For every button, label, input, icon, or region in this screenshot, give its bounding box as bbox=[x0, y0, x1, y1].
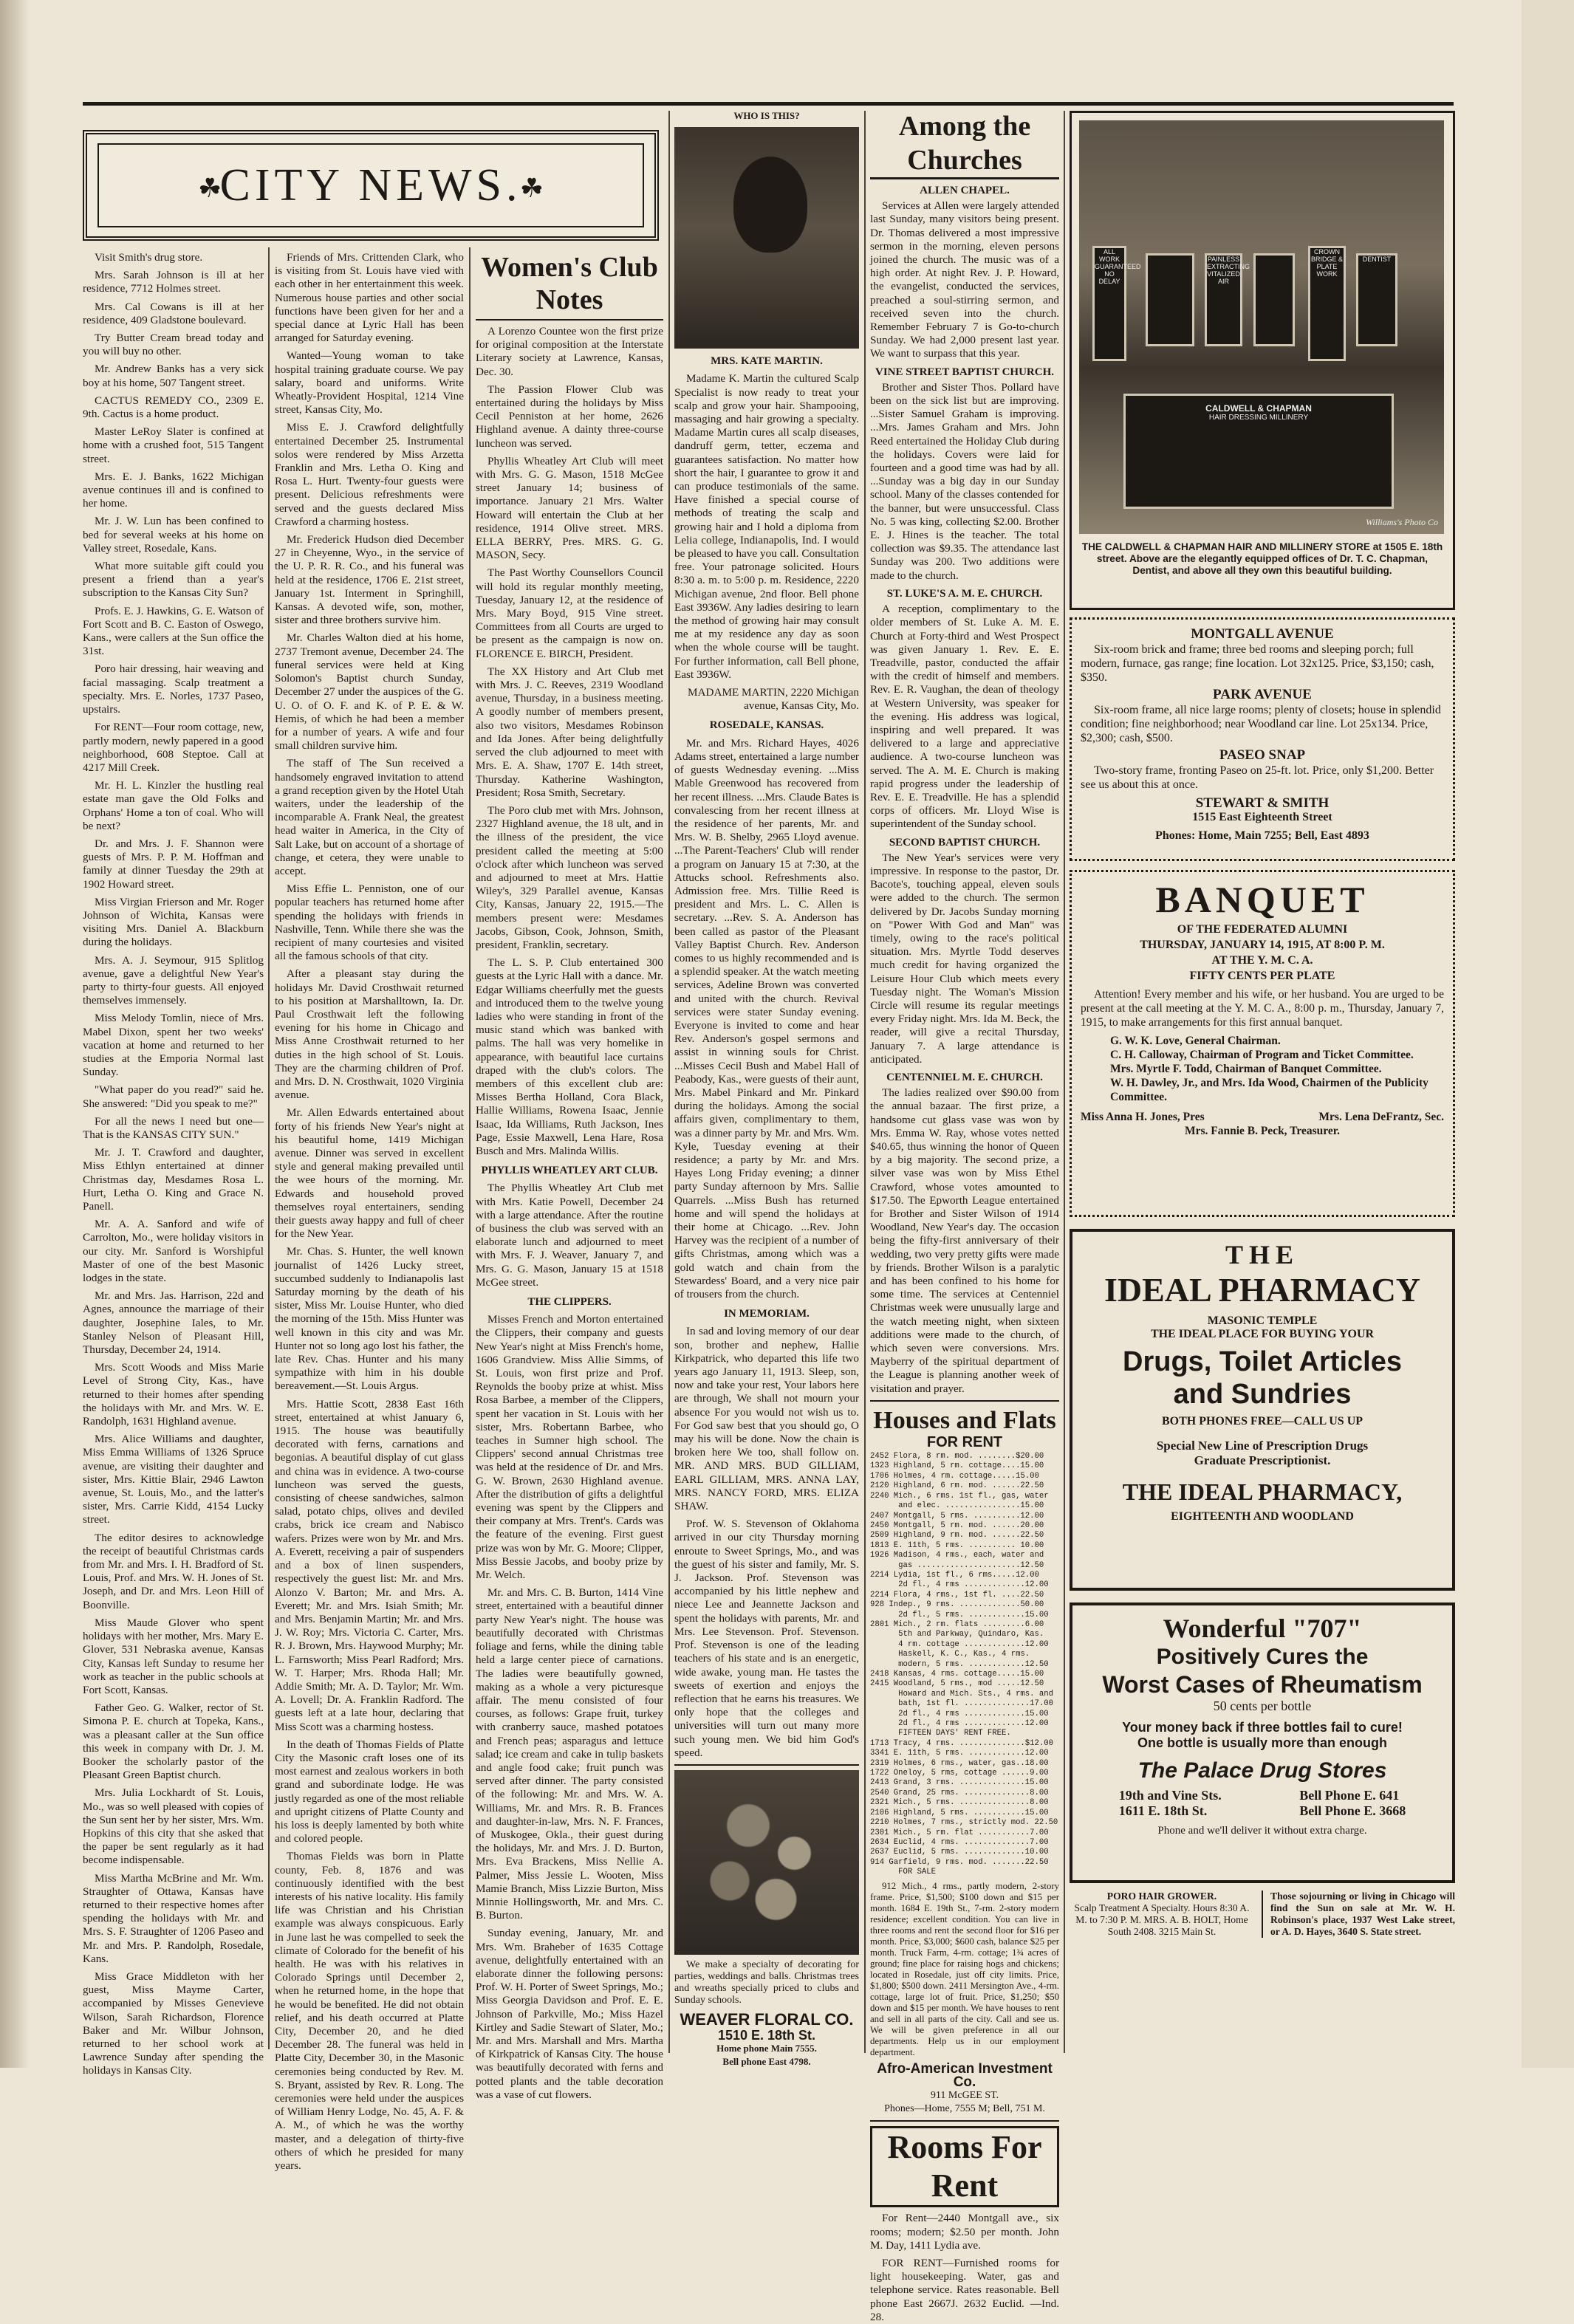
news-item: Mrs. Sarah Johnson is ill at her residence, 7712 Holmes street. bbox=[83, 269, 264, 295]
rooms-heading: Rooms For Rent bbox=[870, 2126, 1059, 2207]
pharmacy-line-6: EIGHTEENTH AND WOODLAND bbox=[1171, 1510, 1354, 1523]
news-item: Wanted—Young woman to take hospital training graduate course. We pay salary, board and uniforms. Write Wheatly-Provident Hospital, 1214 Vine street, Kansas City, Mo. bbox=[275, 349, 464, 417]
house-listing-row: 2210 Holmes, 7 rms., strictly mod. 22.50 bbox=[870, 1818, 1058, 1828]
pharmacy-line-1: MASONIC TEMPLE bbox=[1207, 1314, 1318, 1327]
column-rule bbox=[469, 247, 471, 2049]
rooms-text-2: FOR RENT—Furnished rooms for light housekeeping. Water, gas and telephone service. Rates reasonable. Bell phone East 2667J. 2632 Euclid. —Ind. 28. bbox=[870, 2256, 1059, 2323]
house-listing-row: 2106 Highland, 5 rms. ...........15.00 bbox=[870, 1808, 1049, 1817]
church-section-heading: VINE STREET BAPTIST CHURCH. bbox=[875, 366, 1054, 378]
news-item: The staff of The Sun received a handsomely engraved invitation to attend a grand reception given by the Hotel Utah waiters, under the leadership of the incomparable A. Frank Neal, the greatest head waiter in America, in the City of Salt Lake, but on account of a shortage of change, et cetera, they were unable to accept. bbox=[275, 757, 464, 877]
banquet-body: Attention! Every member and his wife, or her husband. You are urged to be present at the call meeting at the Y. M. C. A., 8:00 p. m., Thursday, January 7, 1915, to make arrangements for this first annual banquet. bbox=[1081, 988, 1444, 1029]
house-listing-row: 1713 Tracy, 4 rms. ..............$12.00 bbox=[870, 1738, 1053, 1748]
banquet-secretary: Mrs. Lena DeFrantz, Sec. bbox=[1318, 1111, 1444, 1123]
house-listing-row: 2d fl., 5 rms. ............15.00 bbox=[870, 1610, 1049, 1619]
church-section-text: A reception, complimentary to the older members of St. Luke A. M. E. Church at Forty-third and West Prospect was given January 1. Rev. E. E. Treadville, pastor, conducted the affair with the credit of himself and members. Rev. E. R. Vaughan, the dean of theology at Western University, was speaker for the evening. His address was logical, inspiring and well prepared. It was delivered to a large and appreciative audience. A two-course luncheon was served. The A. M. E. Church is making rapid progress under the leadership of Rev. E. E. Treadville. He has a splendid corps of officers. Mr. Lloyd Wise is superintendent of the Sunday school. bbox=[870, 603, 1059, 831]
banquet-line-1: OF THE FEDERATED ALUMNI bbox=[1177, 923, 1348, 936]
house-listing-row: 2120 Highland, 6 rm. mod. ......22.50 bbox=[870, 1481, 1044, 1491]
store-upper-window bbox=[1253, 253, 1295, 346]
rheum-line-1: Wonderful "707" bbox=[1163, 1614, 1362, 1643]
montgall-text: Six-room brick and frame; three bed rooms and sleeping porch; full modern, furnace, gas range; fine location. Lot 32x125. Price, $3,150; cash, $350. bbox=[1081, 643, 1434, 684]
paseo-heading: PASEO SNAP bbox=[1219, 747, 1306, 763]
house-listing-row: gas ......................12.50 bbox=[870, 1560, 1044, 1570]
house-listing-row: 2509 Highland, 9 rm. mod. ......22.50 bbox=[870, 1531, 1044, 1540]
phyllis-text: The Phyllis Wheatley Art Club met with Mrs. Katie Powell, December 24 with a large attendance. After the routine of business the club was served with an elaborate lunch and adjourned to meet with Mrs. F. J. Weaver, January 7, and Mrs. G. G. Mason, January 15 at 1518 McGee street. bbox=[476, 1182, 663, 1289]
news-item: Dr. and Mrs. J. F. Shannon were guests of Mrs. P. P. M. Hoffman and family at dinner Tuesday the 29th at 1902 Howard street. bbox=[83, 837, 264, 891]
house-listing-row: 4 rm. cottage .............12.00 bbox=[870, 1639, 1049, 1649]
news-item: CACTUS REMEDY CO., 2309 E. 9th. Cactus is a home product. bbox=[83, 394, 264, 421]
store-sign-window: DENTIST bbox=[1356, 253, 1397, 346]
pharmacy-line-2: THE IDEAL PLACE FOR BUYING YOUR bbox=[1150, 1328, 1375, 1340]
news-item: For all the news I need but one— That is the KANSAS CITY SUN." bbox=[83, 1114, 264, 1141]
store-caption: THE CALDWELL & CHAPMAN HAIR AND MILLINERY STORE at 1505 E. 18th street. Above are the elegantly equipped offices of Dr. T. C. Chapman, Dentist, and above all they own this beautiful building. bbox=[1081, 541, 1443, 576]
pharmacy-name: IDEAL PHARMACY bbox=[1103, 1271, 1421, 1309]
news-item: In the death of Thomas Fields of Platte City the Masonic craft loses one of its most earnest and zealous workers in both grand and subordinate lodge. He was justly regarded as one of the most reliable and upright citizens of Platte County and his loss is deeply lamented by both white and colored people. bbox=[275, 1738, 464, 1845]
houses-subheading: FOR RENT bbox=[926, 1433, 1003, 1450]
news-item: Mr. Allen Edwards entertained about forty of his friends New Year's night at his beautiful home, 1419 Michigan avenue. Dinner was served in excellent style and general making prevailed until the wee hours of the morning. Mr. Edwards and household proved themselves royal entertainers, sending their guests away happy and full of cheer for the New Year. bbox=[275, 1106, 464, 1241]
house-listing-row: 2415 Woodland, 5 rms., mod .....12.50 bbox=[870, 1679, 1044, 1689]
column-rule bbox=[268, 247, 270, 2049]
house-listing-row: 1323 Highland, 5 rm. cottage....15.00 bbox=[870, 1461, 1044, 1471]
house-listing-row: Haskell, K. C., Kas., 4 rms. bbox=[870, 1650, 1030, 1659]
poro-notice bbox=[1070, 1891, 1254, 1938]
house-listing-row: 2540 Grand, 25 rms. ..............8.00 bbox=[870, 1788, 1049, 1797]
pharmacy-big: Drugs, Toilet Articles and Sundries bbox=[1123, 1346, 1402, 1410]
news-item: Mrs. Scott Woods and Miss Marie Level of Strong City, Kas., have returned to their homes after spending the holidays with Mr. and Mrs. W. E. Randolph, 1631 Highland avenue. bbox=[83, 1361, 264, 1428]
news-item: Mrs. E. J. Banks, 1622 Michigan avenue continues ill and is confined to her home. bbox=[83, 470, 264, 510]
house-listing-row: 1813 E. 11th, 5 rms. .......... 10.00 bbox=[870, 1540, 1044, 1550]
rheum-line-3: Worst Cases of Rheumatism bbox=[1102, 1671, 1423, 1698]
news-item: For RENT—Four room cottage, new, partly modern, newly papered in a good neighborhood, 608 Steptoe. Call at 4217 Mill Creek. bbox=[83, 721, 264, 774]
rheum-line-4: 50 cents per bottle bbox=[1213, 1699, 1312, 1713]
stevenson-text: Prof. W. S. Stevenson of Oklahoma arrived in our city Thursday morning enroute to Sweet Springs, Mo., and was the guest of his sister and family, Mr. S. J. Jackson. Prof. Stevenson was accompanied by his little nephew and niece Lee and Jeannette Jackson and spent the holidays with parents, Mr. and Mrs. Lee Stevenson. Prof. Stevenson. Prof. Stevenson is one of the leading teachers of his state and is an energetic, wide awake, young man. He tastes the sweets of exertion and enjoys the reflection that he earns his treasures. We only hope that the colleges and universities will turn out many more such young men. We bid him God's speed. bbox=[674, 1518, 859, 1759]
club-note: The Past Worthy Counsellors Council will hold its regular monthly meeting, Tuesday, January 12, at the residence of Mrs. Mary Boyd, 915 Vine street. Committees from all Courts are urged to be present as the campaign is now on. FLORENCE E. BIRCH, President. bbox=[476, 566, 663, 660]
pharmacy-line-3: BOTH PHONES FREE—CALL US UP bbox=[1161, 1415, 1363, 1427]
divider bbox=[870, 1400, 1059, 1402]
burton-text: Mr. and Mrs. C. B. Burton, 1414 Vine street, entertained with a beautiful dinner party New Year's night. The house was beautifully decorated with Christmas foliage and ferns, while the dining table held a large center piece of carnations. The ladies were beautifully gowned, making as a whole a very picturesque affair. The menu consisted of four courses, as follows: Grape fruit, turkey with cranberry sauce, mashed potatoes and French peas; asparagus and lettuce salad; ice cream and cake in tulip baskets and angle food cake; fruit punch was served after dinner. The party consisted of the following: Mr. and Mrs. W. A. Williams, Mr. and Mrs. R. B. Frances and daughter-in-law, Mrs. N. F. Frances, of Muskogee, Okla., their guest during the holidays, Mr. and Mrs. J. D. Burton, Mrs. Eva Brackens, Miss Nellie A. Palmer, Miss Jessie L. Wooten, Miss Mamie Branch, Miss Lizzie Burton, Miss Minnie Hollingsworth, Mr. and Mrs. C. B. Burton. bbox=[476, 1586, 663, 1922]
church-section-text: The ladies realized over $90.00 from the annual bazaar. The first prize, a handsome cut glass vase was won by Mrs. Emma W. Ray, whose votes netted $40.65, thus winning the honor of Queen by a big majority. The second prize, a silver vase was won by Miss Ethel Crawford, whose votes amounted to $17.50. The Epworth League entertained for Brother and Sister Wilson of 1914 Woodland, New Year's day. The occasion being the fifty-first anniversary of their wedding, two very pretty gifts were made by friends. Brother Wilson is a paralytic and has been confined to his home for some time. The services at Centenniel Christmas week were unusually large and the watch meeting night, when sixteen additions were made to the church, of which seven were conversions. Mrs. Mayberry of the spiritual department of the League is planning another week of visitation and prayer. bbox=[870, 1086, 1059, 1395]
investment-phone: Phones—Home, 7555 M; Bell, 751 M. bbox=[884, 2103, 1045, 2115]
church-section-heading: CENTENNIEL M. E. CHURCH. bbox=[886, 1072, 1043, 1083]
banquet-title: BANQUET bbox=[1155, 879, 1369, 920]
banquet-officer: Mrs. Myrtle F. Todd, Chairman of Banquet Committee. bbox=[1110, 1063, 1382, 1075]
house-listing-row: 2214 Flora, 4 rms., 1st fl. ....22.50 bbox=[870, 1590, 1044, 1600]
news-item: Mr. Charles Walton died at his home, 2737 Tremont avenue, December 24. The funeral services were held at King Solomon's Baptist church Sunday, December 27 under the auspices of the G. U. O. of O. F. and K. of P. E. & W. Hemis, of which he had been a member for a number of years. A wife and four small children survive him. bbox=[275, 631, 464, 753]
paseo-text: Two-story frame, fronting Paseo on 25-ft. lot. Price, only $1,200. Better see us about this at once. bbox=[1081, 764, 1434, 791]
banquet-president: Miss Anna H. Jones, Pres bbox=[1081, 1111, 1205, 1123]
house-listing-row: 1706 Holmes, 4 rm. cottage.....15.00 bbox=[870, 1471, 1039, 1481]
column-rule bbox=[864, 111, 866, 2053]
news-item: Mr. Frederick Hudson died December 27 in Cheyenne, Wyo., in the service of the U. P. R. R. Co., and his funeral was held at the residence, 1706 E. 21st street, January 1st. Interment in Springhill, Kansas. A devoted wife, son, mother, sister and three brothers survive him. bbox=[275, 533, 464, 627]
news-item: Mr. Andrew Banks has a very sick boy at his home, 507 Tangent street. bbox=[83, 363, 264, 389]
pharmacy-the: THE bbox=[1225, 1240, 1300, 1269]
store-photo bbox=[1079, 120, 1444, 534]
house-listing-row: 5th and Parkway, Quindaro, Kas. bbox=[870, 1630, 1044, 1639]
poro-heading: PORO HAIR GROWER. bbox=[1106, 1891, 1217, 1902]
club-note: The Passion Flower Club was entertained during the holidays by Miss Cecil Penniston at her home, 2626 Highland avenue. A dainty three-course luncheon was served. bbox=[476, 383, 663, 450]
rheum-line-2: Positively Cures the bbox=[1156, 1645, 1369, 1669]
column-rule bbox=[1064, 111, 1065, 2053]
store-sign-window: CROWN BRIDGE & PLATE WORK bbox=[1308, 246, 1346, 361]
news-item: After a pleasant stay during the holidays Mr. David Crosthwait returned to his position at Marshalltown, Ia. Dr. Paul Crosthwait left the following evening for his home in Chicago and Miss Anne Crosthwait returned to her duties in the high school of St. Louis. They are the charming children of Prof. and Mrs. D. N. Crosthwait, 1020 Virginia avenue. bbox=[275, 967, 464, 1102]
weaver-phone-bell: Bell phone East 4798. bbox=[722, 2056, 811, 2068]
rheumatism-ad bbox=[1070, 1603, 1455, 1883]
news-item: Father Geo. G. Walker, rector of St. Simona P. E. church at Topeka, Kans., was a pleasant caller at the Sun office this week in company with Dr. J. M. Booker the scholarly pastor of the Pleasant Green Baptist church. bbox=[83, 1701, 264, 1782]
banquet-line-2: THURSDAY, JANUARY 14, 1915, AT 8:00 P. M. bbox=[1140, 939, 1385, 951]
page-edge bbox=[1522, 0, 1574, 2068]
news-item: Mrs. Julia Lockhardt of St. Louis, Mo., was so well pleased with copies of the Sun sent her by her sister, Mrs. Wm. Hopkins of this city that she asked that the paper be sent regularly as it had become indispensable. bbox=[83, 1786, 264, 1867]
memoriam-text: In sad and loving memory of our dear son, brother and nephew, Hallie Kirkpatrick, who departed this life two years ago January 11, 1913. Sleep, son, now and take your rest, Your labors here are through, We shall not mourn your absence For you would not wish us to. For God saw best that you should go, O may his will be done. Now the chain is broken here We too, shall follow on. MR. AND MRS. BUD GILLIAM, EARL GILLIAM, MRS. ANNA LAY, MRS. NANCY FORD, MRS. ELIZA SHAW. bbox=[674, 1325, 859, 1513]
house-listing-row: bath, 1st fl. ..............17.00 bbox=[870, 1699, 1053, 1709]
investment-company: Afro-American Investment Co. bbox=[877, 2060, 1053, 2090]
news-item: Thomas Fields was born in Platte county, Feb. 8, 1876 and was continuously identified with the best interests of his native locality. His family life was Christian and his Christian example was always conspicuous. Early in June last he was compelled to seek the climate of Colorado for the benefit of his health. He was with his relatives in Colorado Springs until December 2, when he returned home, in the hope that he would be benefited. He did not obtain relief, and his death occurred at Platte City, December 20, and he died December 28. The funeral was held in Platte City, December 30, in the Masonic ceremonies being conducted by Rev. M. S. Bryant, assisted by Rev. R. Long. The ceremonies were held under the auspices of William Henry Lodge, No. 45, A. F. & A. M., of which he was the worthy master, and a delegation of thirty-five others of which he presided for many years. bbox=[275, 1850, 464, 2173]
news-item: Miss Effie L. Penniston, one of our popular teachers has returned home after spending the holidays with friends in Nashville, Tenn. While there she was the recipient of many courtesies and visited all the famous schools of that city. bbox=[275, 882, 464, 963]
banquet-officer: G. W. K. Love, General Chairman. bbox=[1110, 1035, 1281, 1047]
notice-divider bbox=[1262, 1891, 1263, 1938]
rooms-text-1: For Rent—2440 Montgall ave., six rooms; modern; $2.50 per month. John M. Day, 1411 Lydia ave. bbox=[870, 2212, 1059, 2252]
rheum-address-1: 19th and Vine Sts. bbox=[1118, 1788, 1222, 1803]
church-section-heading: ALLEN CHAPEL. bbox=[920, 185, 1010, 196]
church-section-text: Services at Allen were largely attended last Sunday, many visitors being present. Dr. Thomas delivered a most impressive sermon in the morning, eleven persons joined the church. The music was of a high order. At night Rev. J. P. Howard, the evangelist, conducted the services, preached a soul-stirring sermon, and received seven into the church. Remember February 7 is Go-to-church Sunday. We had 2,000 present last year. We want to surpass that this year. bbox=[870, 199, 1059, 360]
womens-club-heading: Women's Club Notes bbox=[476, 251, 663, 321]
womens-club-column bbox=[476, 251, 663, 2101]
club-note: The XX History and Art Club met with Mrs. J. C. Reeves, 2319 Woodland avenue, Thursday, in a business meeting. A goodly number of members present, also two visitors, Mesdames Robinson and Ida Jones. After being delightfully served the club adjourned to meet with Mrs. E. A. Shaw, 1707 E. 14th street, Thursday. Katherine Washington, President; Rosa Smith, Secretary. bbox=[476, 665, 663, 799]
store-sign-window: ALL WORK GUARANTEED NO DELAY bbox=[1092, 246, 1126, 361]
rheum-store-name: The Palace Drug Stores bbox=[1137, 1758, 1387, 1783]
martin-signature: MADAME MARTIN, 2220 Michigan avenue, Kansas City, Mo. bbox=[688, 686, 859, 713]
martin-text: Madame K. Martin the cultured Scalp Specialist is now ready to treat your scalp and grow your hair. Shampooing, massaging and hair growing a specialty. Madame Martin cures all scalp diseases, dandruff germ, tetter, eczema and guarantees satisfaction. No matter how short the hair, I guarantee to grow it and can produce testimonials of the same. Have finished a special course of methods of treating the scalp and growing hair and I hold a diploma from Lelia college, Indianapolis, Ind. I would be pleased to have you call. Consultation free. Your patronage solicited. Hours 8:30 a. m. to 5:00 p. m. Residence, 2220 Michigan avenue, 2nd floor. Bell phone East 3936W. Any ladies desiring to learn the method of growing hair may consult me at my residence any day as soon when the whole course will be taught. For further information, call Bell phone, East 3936W. bbox=[674, 372, 859, 681]
rheum-phone-2: Bell Phone E. 3668 bbox=[1299, 1803, 1406, 1818]
house-listing-row: 2801 Mich., 2 rm. flats .........6.00 bbox=[870, 1619, 1044, 1629]
clippers-heading: THE CLIPPERS. bbox=[527, 1296, 612, 1309]
clover-ornament-icon: ☘ bbox=[198, 174, 222, 203]
house-listing-row: modern, 5 rms. ............12.50 bbox=[870, 1659, 1049, 1669]
news-item: Miss Grace Middleton with her guest, Miss Mayme Carter, accompanied by Misses Genevieve Wilson, Sarah Richardson, Florence Baker and Mr. Wilbur Johnson, returned to her school work at Lawrence Sunday after spending the holidays in Kansas City. bbox=[83, 1970, 264, 2077]
club-note: The Poro club met with Mrs. Johnson, 2327 Highland avenue, the 18 ult, and in the illness of the president, the vice president called the meeting at 5:00 o'clock after which luncheon was served and adjourned to meet at Mrs. Hattie Wiley's, 329 Parallel avenue, Kansas City, Kansas, January 22, 1915.—The members present were: Mesdames Jacobs, Gibson, Cook, Johnson, Smith, president, Franklin, secretary. bbox=[476, 803, 663, 951]
club-note: The L. S. P. Club entertained 300 guests at the Lyric Hall with a dance. Mr. Edgar Williams cheerfully met the guests and introduced them to the twelve young ladies who were standing in front of the music stand which was banked with palms. The hall was very homelike in appearance, with beautiful lace curtains draped with the club's colors. The members of this excellent club are: Misses Bertha Holland, Cora Black, Hallie Williams, Rowena Isaac, Jennie Isaac, Ida Williams, Ruth Jackson, Ines Page, Essie Maxwell, Lena Hare, Rosa Busch and Mrs. Malinda Willis. bbox=[476, 956, 663, 1157]
banquet-officer: C. H. Calloway, Chairman of Program and Ticket Committee. bbox=[1110, 1049, 1414, 1061]
house-listing-row: 2d fl., 4 rms .............12.00 bbox=[870, 1580, 1049, 1590]
rosedale-text: Mr. and Mrs. Richard Hayes, 4026 Adams street, entertained a large number of guests Wednesday evening. ...Miss Mable Greenwood has recovered from her recent illness. ...Mrs. Claude Bates is convalescing from her recent illness at the residence of her parents, Mr. and Mrs. W. B. Shelby, 2965 Lloyd avenue. ...The Parent-Teachers' Club will render a program on January 15 at 7:30, at the Attucks school. Refreshments also. Admission free. Mrs. Tillie Reed is president and Mrs. L. C. Allen is secretary. ...Rev. S. A. Anderson has been called as pastor of the Pleasant Valley Baptist Church. Rev. Anderson comes to us highly recommended and is a splendid speaker. At the watch meeting services, Adeline Brown was converted and united with the church. Revival services were stater Sunday evening. Everyone is invited to come and hear Rev. Anderson's gospel sermons and assist in winning souls for Christ. ...Misses Cecil Bush and Mabel Hall of Peabody, Kas., were guests of their aunt, Mrs. Mabel Pinkard and Mr. Pinkard during the holidays. Among the social affairs given, complimentary to them, was a dinner party by Mr. and Mrs. Wm. Kyle, Tuesday evening at their residence; a party by Mr. and Mrs. Hayes Long Friday evening; a dinner party Sunday afternoon by Mrs. Sallie Quarrels. ...Miss Bush has returned home and will spend the holidays at their home at Chicago. ...Rev. John Harvey was the recipient of a number of gifts Christmas, among which was a gold watch and chain from the Stewardess' Board, and a very nice pair of trousers from the church. bbox=[674, 736, 859, 1301]
column-rule bbox=[668, 111, 670, 2053]
house-listing-row: 2452 Flora, 8 rm. mod. ........$20.00 bbox=[870, 1452, 1044, 1461]
house-listings bbox=[870, 1452, 1059, 1877]
stewart-smith-ad bbox=[1070, 617, 1455, 861]
for-sale-text: 912 Mich., 4 rms., partly modern, 2-story frame. Price, $1,500; $100 down and $15 per month. 1684 E. 19th St., 7-rm. 2-story modern residence; excellent condition. You can live in three rooms and rent the second floor for $16 per month. Price, $3,000; $600 cash, balance $25 per month. Truck Farm, 4-rm. cottage; 1¾ acres of ground; fine place for raising hogs and chickens; located in Rosedale, just off city limits. Price, $1,800; $500 down. 2411 Mersington Ave., 4-rm. cottage, large lot of fruit. Price, $1,250; $50 down and $15 per month. We have houses to rent and sell in all parts of the city. Call and see us. We will be given preference in all our departments. Help us in our employment department. bbox=[870, 1880, 1059, 2057]
news-item: Miss Virgian Frierson and Mr. Roger Johnson of Wichita, Kansas were visiting Mrs. Daniel A. Blackburn during the holidays. bbox=[83, 895, 264, 949]
news-item: Mr. J. W. Lun has been confined to bed for several weeks at his home on Valley street, Rosedale, Kans. bbox=[83, 515, 264, 555]
portrait-face bbox=[733, 157, 807, 253]
house-listing-row: 2240 Mich., 6 rms. 1st fl., gas, water bbox=[870, 1491, 1049, 1501]
montgall-heading: MONTGALL AVENUE bbox=[1191, 626, 1334, 642]
house-listing-row: Howard and Mich. Sts., 4 rms. and bbox=[870, 1689, 1053, 1699]
church-sections bbox=[870, 184, 1059, 1396]
store-sign-window: PAINLESS EXTRACTING VITALIZED AIR bbox=[1205, 253, 1242, 346]
house-listing-row: 2637 Euclid, 5 rms. .............10.00 bbox=[870, 1848, 1049, 1857]
news-item: "What paper do you read?" said he. She answered: "Did you speak to me?" bbox=[83, 1083, 264, 1110]
house-listing-row: 2214 Lydia, 1st fl., 6 rms.....12.00 bbox=[870, 1570, 1039, 1580]
store-photo-box bbox=[1070, 111, 1455, 610]
advertising-column bbox=[1070, 111, 1455, 2053]
house-listing-row: 2d fl., 4 rms .............15.00 bbox=[870, 1709, 1049, 1718]
house-listing-row: 928 Indep., 9 rms. .............50.00 bbox=[870, 1600, 1044, 1610]
weaver-text: We make a specialty of decorating for parties, weddings and balls. Christmas trees and wreaths specially priced to clubs and Sunday schools. bbox=[674, 1958, 859, 2006]
house-listing-row: 1926 Madison, 4 rms., each, water and bbox=[870, 1551, 1044, 1560]
masthead-title: CITY NEWS. bbox=[219, 160, 522, 210]
rheum-line-8: Phone and we'll deliver it without extra charge. bbox=[1157, 1825, 1367, 1837]
clippers-text: Misses French and Morton entertained the Clippers, their company and guests New Year's night at Miss French's home, 1606 Grandview. Miss Allie Simms, of St. Louis, won first prize and Prof. Reynolds the booby prize at whist. Miss Rosa Barbee, a member of the Clippers, spent her vacation in St. Louis with her sister, Mrs. Robertann Barbee, who teaches in Sumner high school. The Clippers' second annual Christmas tree was held at the residence of Dr. and Mrs. G. W. Brown, 2630 Highland avenue. After the distribution of gifts a delightful evening was spent by the Clippers and their company at Mrs. Trent's. Cards was the feature of the evening. First guest prize was won by Mr. G. Moore; Clipper, Miss Bessie Jacobs, and booby prize by Mr. Welch. bbox=[476, 1313, 663, 1582]
news-item: Mrs. Cal Cowans is ill at her residence, 409 Gladstone boulevard. bbox=[83, 300, 264, 326]
house-listing-row: FOR SALE bbox=[870, 1868, 937, 1877]
news-item: Friends of Mrs. Crittenden Clark, who is visiting from St. Louis have vied with each other in her entertainment this week. Numerous house parties and other social functions have been given for her and a special dance at Lyric Hall has been arranged for Saturday evening. bbox=[275, 251, 464, 345]
top-rule bbox=[83, 102, 1454, 106]
house-listing-row: 3341 E. 11th, 5 rms. ............12.00 bbox=[870, 1749, 1049, 1758]
weaver-address: 1510 E. 18th St. bbox=[717, 2027, 816, 2043]
city-news-column-2 bbox=[275, 251, 464, 2173]
news-item: Miss E. J. Crawford delightfully entertained December 25. Instrumental solos were rendered by Miss Arzetta Franklin and Mrs. Letha O. King and Rosa L. Hurt. Twenty-four guests were present. Delicious refreshments were served and the guests declared Miss Crawford a charming hostess. bbox=[275, 421, 464, 528]
photo-credit: Williams's Photo Co bbox=[1366, 517, 1438, 527]
news-item: Profs. E. J. Hawkins, G. E. Watson of Fort Scott and B. C. Easton of Oswego, Kans., were callers at the Sun office the 31st. bbox=[83, 604, 264, 658]
banquet-officers bbox=[1110, 1034, 1444, 1104]
house-listing-row: and elec. ................15.00 bbox=[870, 1501, 1044, 1511]
news-item: Mr. A. A. Sanford and wife of Carrolton, Mo., were holiday visitors in our city. Mr. Sanford is Worshipful Master of one of the best Masonic lodges in the state. bbox=[83, 1218, 264, 1285]
phyllis-heading: PHYLLIS WHEATLEY ART CLUB. bbox=[481, 1165, 658, 1177]
news-item: Mr. Chas. S. Hunter, the well known journalist of 1426 Lucky street, succumbed suddenly to Indianapolis last Saturday morning by the death of his sister, Miss Mr. Louise Hunter, who died the morning of the 15th. Miss Hunter was well known in this city and was Mr. Hunter not so long ago lost his father, the late Rev. Chas. Hunter and his many sympathize with him in his double bereavement.—St. Louis Argus. bbox=[275, 1245, 464, 1393]
churches-heading: Among the Churches bbox=[870, 109, 1059, 179]
house-listing-row: 2301 Mich., 5 rm. flat ...........7.00 bbox=[870, 1828, 1049, 1837]
houses-heading: Houses and Flats bbox=[873, 1406, 1056, 1434]
rheum-addresses bbox=[1080, 1788, 1445, 1819]
stewart-firm: STEWART & SMITH bbox=[1195, 795, 1330, 811]
news-item: Miss Martha McBrine and Mr. Wm. Straughter of Ottawa, Kansas have returned to their respective homes after spending the holidays with Mr. and Mrs. S. F. Straughter of 1206 Paseo and Mr. and Mrs. P. Randolph, Rosedale, Kans. bbox=[83, 1871, 264, 1965]
house-listing-row: 2d fl., 4 rms .............12.00 bbox=[870, 1719, 1049, 1729]
rheum-address-2: 1611 E. 18th St. bbox=[1118, 1803, 1208, 1818]
rosedale-heading: ROSEDALE, KANSAS. bbox=[709, 719, 824, 732]
news-item: Poro hair dressing, hair weaving and facial massaging. Scalp treatment a specialty. Mrs. E. Norles, 1737 Paseo, upstairs. bbox=[83, 662, 264, 716]
banquet-footer bbox=[1081, 1110, 1444, 1124]
club-note: A Lorenzo Countee won the first prize for original composition at the Interstate Literary society at Lawrence, Kansas, Dec. 30. bbox=[476, 325, 663, 378]
bottom-notices bbox=[1070, 1891, 1455, 1938]
news-item: Mr. and Mrs. Jas. Harrison, 22d and Agnes, announce the marriage of their daughter, Josephine Iales, to Mr. Stanley Nelson of Pleasant Hill, Thursday, December 24, 1914. bbox=[83, 1289, 264, 1357]
house-listing-row: 2418 Kansas, 4 rms. cottage.....15.00 bbox=[870, 1670, 1044, 1679]
city-news-masthead bbox=[83, 130, 659, 241]
club-note: Phyllis Wheatley Art Club will meet with Mrs. G. G. Mason, 1518 McGee street January 14; business of importance. January 21 Mrs. Walter Howard will entertain the Club at her residence, 1914 Olive street. MRS. ELLA BERRY, Pres. MRS. G. G. MASON, Secy. bbox=[476, 454, 663, 562]
news-item: Mrs. A. J. Seymour, 915 Splitlog avenue, gave a delightful New Year's party to thirty-four guests. All enjoyed themselves immensely. bbox=[83, 953, 264, 1007]
church-section-heading: SECOND BAPTIST CHURCH. bbox=[889, 836, 1041, 849]
weaver-name: WEAVER FLORAL CO. bbox=[680, 2009, 854, 2029]
memoriam-heading: IN MEMORIAM. bbox=[724, 1308, 810, 1320]
ideal-pharmacy-ad bbox=[1070, 1229, 1455, 1591]
news-item: Mr. H. L. Kinzler the hustling real estate man gave the Old Folks and Orphans' Home a ton of coal. Who will be next? bbox=[83, 779, 264, 832]
news-item: Visit Smith's drug store. bbox=[95, 251, 203, 264]
divider bbox=[870, 2120, 1059, 2122]
church-section-heading: ST. LUKE'S A. M. E. CHURCH. bbox=[886, 587, 1043, 600]
stewart-address: 1515 East Eighteenth Street bbox=[1192, 811, 1332, 823]
house-listing-row: 2319 Holmes, 6 rms., water, gas..18.00 bbox=[870, 1758, 1049, 1768]
portrait-photo bbox=[674, 127, 859, 349]
pharmacy-line-5: Graduate Prescriptionist. bbox=[1194, 1453, 1331, 1467]
banquet-treasurer: Mrs. Fannie B. Peck, Treasurer. bbox=[1184, 1125, 1341, 1137]
news-item: Mrs. Hattie Scott, 2838 East 16th street, entertained at whist January 6, 1915. The house was beautifully decorated with ferns, carnations and begonias. A beautiful display of cut glass and china was in evidence. A two-course luncheon was served the guests, consisting of cheese sandwiches, salmon salad, potato chips, olives and deviled crabs, brick ice cream and Nabisco wafers. Prizes were won by Mr. and Mrs. A. Everett, receiving a pair of suspenders and a box of linen suspenders, respectively the guest list: Mr. and Mrs. Alonzo V. Barton; Mr. and Mrs. A. Everett; Mr. and Mrs. Isiah Smith; Mr. and Mrs. Benjamin Martin; Mr. and Mrs. J. W. Roy; Mrs. Victoria C. Carter, Mrs. R. J. Brown, Mrs. Haywood Murphy; Mr. L. Farnsworth; Miss Pearl Radford; Mrs. W. T. Harper; Mrs. Rhoda Hall; Mr. Addie Smith; Mr. A. D. Taylor; Mr. Wm. A. Lovell; Dr. A. Franklin Radford. The guests left at a late hour, declaring that Miss Scott was a charming hostess. bbox=[275, 1397, 464, 1733]
house-listing-row: 2634 Euclid, 4 rms. ..............7.00 bbox=[870, 1837, 1049, 1847]
church-section-text: Brother and Sister Thos. Pollard have been on the sick list but are improving. ...Sister Samuel Graham is improving. ...Mrs. James Graham and Mrs. John Reed entertained the Holiday Club during the holidays. Covers were laid for fourteen and a good time was had by all. ...Sunday was a big day in our Sunday school. Many of the classes contended for the banner, but were unsuccessful. Class No. 5 was king, collecting $2.00. Brother E. J. Hines is the teacher. The total collection was $9.35. The attendance last Sunday was 200. Two additions were made to the church. bbox=[870, 380, 1059, 582]
banquet-line-3: AT THE Y. M. C. A. bbox=[1211, 954, 1313, 967]
store-upper-window bbox=[1146, 253, 1194, 346]
rheum-line-5: Your money back if three bottles fail to cure! bbox=[1122, 1720, 1403, 1735]
divider bbox=[674, 1764, 859, 1766]
store-display-window bbox=[1123, 394, 1394, 509]
poro-text: Scalp Treatment A Specialty. Hours 8:30 A. M. to 7:30 P. M. MRS. A. B. HOLT, Home South 2408. 3215 Main St. bbox=[1074, 1902, 1250, 1937]
house-listing-row: 2413 Grand, 3 rms. ..............15.00 bbox=[870, 1778, 1049, 1788]
house-listing-row: 2321 Mich., 5 rms. ...............8.00 bbox=[870, 1798, 1049, 1808]
news-item: Try Butter Cream bread today and you will buy no other. bbox=[83, 332, 264, 358]
investment-address: 911 McGEE ST. bbox=[930, 2089, 999, 2101]
city-news-column-1 bbox=[83, 251, 264, 2077]
rheum-phone-1: Bell Phone E. 641 bbox=[1299, 1788, 1400, 1803]
news-item: Mrs. Alice Williams and daughter, Miss Emma Williams of 1326 Spruce avenue, are visiting their daughter and sister, Mrs. Kittie Blair, 2946 Lawton avenue, St. Louis, Mo., and the latter's sister, Mrs. Carrie Kidd, 4154 Lucky street. bbox=[83, 1433, 264, 1526]
house-listing-row: FIFTEEN DAYS' RENT FREE. bbox=[870, 1729, 1011, 1738]
news-item: What more suitable gift could you present a friend than a year's subscription to the Kansas City Sun? bbox=[83, 560, 264, 600]
store-window-trade: HAIR DRESSING MILLINERY bbox=[1208, 414, 1309, 422]
house-listing-row: 1722 Oneloy, 5 rms, cottage ......9.00 bbox=[870, 1769, 1049, 1778]
church-section-text: The New Year's services were very impressive. In response to the pastor, Dr. Bacote's, touching appeal, eleven souls were added to the church. The sermon delivered by Dr. Jacobs Sunday morning on "Power With God and Man" was timely, owing to the race's political situation. Mrs. Myrtle Todd deserves much credit for having organized the Leisure Hour Club which meets every Tuesday night. The Woman's Mission Circle will resume its regular meetings every Friday night. Mrs. Ida M. Beck, the reader, will give a recital Thursday, January 7. A large attendance is anticipated. bbox=[870, 851, 1059, 1066]
park-text: Six-room frame, all nice large rooms; plenty of closets; house in splendid condition; fine neighborhood; near Woodland car line. Lot 25x134. Price, $2,300; cash, $500. bbox=[1081, 704, 1441, 744]
house-listing-row: 2407 Montgall, 5 rms. ..........12.00 bbox=[870, 1511, 1044, 1521]
store-window-name: CALDWELL & CHAPMAN bbox=[1205, 403, 1312, 414]
banquet-line-4: FIFTY CENTS PER PLATE bbox=[1189, 970, 1335, 982]
who-is-this-label: WHO IS THIS? bbox=[733, 110, 800, 121]
stewart-phones: Phones: Home, Main 7255; Bell, East 4893 bbox=[1155, 829, 1369, 842]
clover-ornament-icon: ☘ bbox=[519, 174, 544, 203]
news-item: Mr. J. T. Crawford and daughter, Miss Ethlyn entertained at dinner Christmas day, Mesdames Rosa L. Hurt, Letha O. King and Grace N. Panell. bbox=[83, 1146, 264, 1213]
news-item: Miss Maude Glover who spent holidays with her mother, Mrs. Mary E. Glover, 531 Nebraska avenue, Kansas City, Kansas left Sunday to resume her work as teacher in the public schools at Fort Scott, Kansas. bbox=[83, 1616, 264, 1696]
pharmacy-line-4: Special New Line of Prescription Drugs bbox=[1156, 1439, 1369, 1453]
news-item: Miss Melody Tomlin, niece of Mrs. Mabel Dixon, spent her two weeks' vacation at home and returned to her studies at the Emporia Normal last Sunday. bbox=[83, 1012, 264, 1079]
pharmacy-name-2: THE IDEAL PHARMACY, bbox=[1122, 1478, 1403, 1505]
house-listing-row: 914 Garfield, 9 rms. mod. .......22.50 bbox=[870, 1857, 1049, 1867]
news-item: The editor desires to acknowledge the receipt of beautiful Christmas cards from Mr. and Mrs. I. H. Bradford of St. Louis, Prof. and Mrs. W. H. Jones of St. Joseph, and Dr. and Mrs. Leon Hill of Boonville. bbox=[83, 1531, 264, 1611]
flower-arrangement-photo bbox=[674, 1770, 859, 1955]
news-item: Master LeRoy Slater is confined at home with a crushed foot, 515 Tangent street. bbox=[83, 425, 264, 465]
rheum-line-6: One bottle is usually more than enough bbox=[1137, 1735, 1388, 1750]
chicago-notice: Those sojourning or living in Chicago will find the Sun on sale at Mr. W. H. Robinson's place, 1937 West Lake street, or A. D. Hayes, 3640 S. State street. bbox=[1270, 1891, 1455, 1937]
page-gutter bbox=[0, 0, 30, 2068]
rheum-address-block bbox=[1119, 1788, 1222, 1819]
rheum-phone-block bbox=[1299, 1788, 1406, 1819]
banquet-officer: W. H. Dawley, Jr., and Mrs. Ida Wood, Chairmen of the Publicity Committee. bbox=[1110, 1077, 1428, 1103]
womens-club-paragraphs bbox=[476, 325, 663, 1158]
weaver-phone-home: Home phone Main 7555. bbox=[716, 2043, 817, 2054]
park-heading: PARK AVENUE bbox=[1213, 687, 1312, 702]
portrait-caption: MRS. KATE MARTIN. bbox=[711, 355, 823, 368]
house-listing-row: 2450 Montgall, 5 rm. mod. ......20.00 bbox=[870, 1521, 1044, 1530]
banquet-ad bbox=[1070, 870, 1455, 1217]
sunday-text: Sunday evening, January, Mr. and Mrs. Wm. Braheber of 1635 Cottage avenue, delightfully entertained with an elaborate dinner the following persons: Prof. W. H. Porter of Sweet Springs, Mo.; Miss Georgia Davidson and Prof. E. E. Johnson of Parkville, Mo.; Miss Hazel Kirtley and Sadie Stewart of Slater, Mo.; Mr. and Mrs. Marshall and Mrs. Martha of Kirkpatrick of Kansas City. The house was beautifully decorated with ferns and potted plants and the table decoration was a vase of cut flowers. bbox=[476, 1927, 663, 2101]
churches-column bbox=[870, 109, 1059, 2323]
who-is-this-column bbox=[674, 109, 859, 2068]
